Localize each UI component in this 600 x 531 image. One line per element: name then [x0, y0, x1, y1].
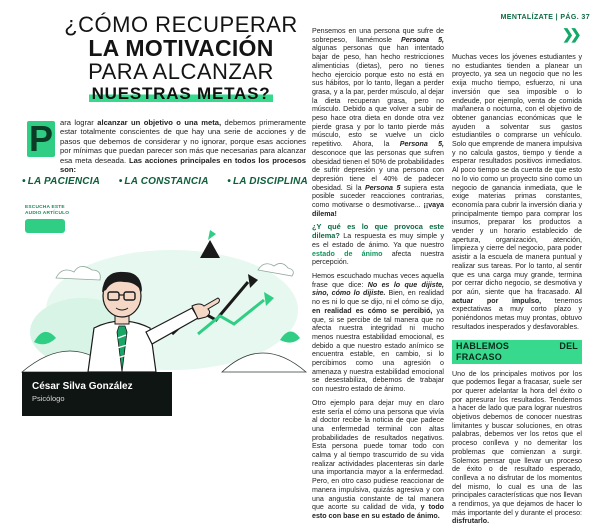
process-list: [22, 176, 308, 187]
text-run: tenemos expectativas a muy corto plazo y poniéndonos metas muy prontas, obtuvo resultados inesperados y desfavorables.: [452, 296, 582, 331]
text-run-bold: Al actuar por impulso,: [452, 287, 582, 305]
text-run-bold: Persona 5,: [399, 140, 444, 149]
intro-bold-a: alcanzar un objetivo o una meta,: [97, 118, 222, 127]
question-heading: ¿Y qué es lo que provoca este dilema?: [312, 222, 444, 241]
intro-text-b: debemos primeramente estar totalmente conscientes de que hay una serie de acciones y de pasos que debemos de considerar y no ignorar, porque esas acciones por mínimas que puedan parecer son más que necesarias para alcanzar esa meta deseada.: [60, 118, 306, 165]
drop-cap: P: [28, 118, 53, 159]
author-name: César Silva González: [32, 381, 133, 392]
text-run-bold: en realidad es cómo se percibió,: [312, 306, 433, 315]
author-plate: [22, 372, 172, 416]
audio-label-line-2: AUDIO ARTÍCULO: [25, 211, 70, 216]
article-title: [56, 14, 306, 103]
intro-bold-b: Las acciones principales en todos los procesos son:: [60, 155, 306, 175]
title-line-1: ¿CÓMO RECUPERAR: [64, 12, 298, 37]
text-run: algunas personas que han intentado bajar de peso, han hecho restricciones alimenticias (dietas), pero no tienes hecho ejercicio porque esto no está en sus hábitos, por lo tanto, llegan a perder grasa, y a la par, perder músculo, al dejar la dieta recuperan grasa, pero no músculo. Debido a que volver a subir de peso hace otra dieta en donde otra vez pierde grasa y por lo tanto pierde más músculo, esto se vuelve un ciclo repetitivo. Ahora, la: [312, 44, 444, 149]
right-paragraph-1: [452, 53, 582, 332]
text-run: Uno de los principales motivos por los que podemos llegar a fracasar, suele ser por querer adelantar la hora del éxito o por apresurar los resultados. Tendemos a hacer de lado que para lograr nuestros objetivos debemos de conocer nuestras limitantes y buscar soluciones, en otras palabras, debemos ver los retos que el proceso conlleva y no demeritar los problemas que comienzan a surgir. Solemos pensar que llevar un proceso de éxito o de resultado esperado, conlleva a no disfrutar de los momentos del mismo, lo cual es una de las principales características que nos llevan a rendirnos, ya que dejamos de hacer lo más importante del y durante el proceso:: [452, 369, 582, 517]
middle-paragraph-2: [312, 223, 444, 267]
text-run: Hemos escuchado muchas veces aquella frase que dice:: [312, 271, 444, 289]
text-run-bold: Persona 5,: [401, 35, 444, 44]
process-disciplina: • LA DISCIPLINA: [227, 176, 308, 187]
text-run-bold: disfrutarlo.: [452, 517, 490, 526]
article-column-right: [452, 53, 582, 531]
text-run: afecta nuestra percepción.: [312, 249, 444, 267]
magazine-page-tag: MENTALÍZATE | PÁG. 37: [500, 14, 590, 21]
title-line-4: NUESTRAS METAS?: [89, 85, 274, 102]
text-run-bold: Persona 5: [364, 183, 401, 192]
man-pointing-illustration: [22, 222, 306, 372]
intro-text-a: ara lograr: [60, 118, 98, 127]
audio-label: [25, 205, 69, 217]
section-heading-fracaso: HABLEMOS DEL FRACASO: [452, 340, 582, 364]
illustration-svg: [22, 222, 306, 372]
text-run-bold: y todo esto con base en su estado de ánimo.: [312, 503, 444, 520]
text-run-accent: estado de ánimo: [312, 249, 383, 258]
process-constancia: • LA CONSTANCIA: [119, 176, 209, 187]
text-run: Muchas veces los jóvenes estudiantes y no estudiantes tienden a planear un proyecto, ya sea un negocio que no les exija mucho tiempo, esfuerzo, ni una inversión que sea imposible o lo endeude, por ejemplo, venta de comida mañanera o nocturna, con el objetivo de obtener ganancias económicas que le ayuden a solventar sus gastos estudiantiles o comprarse un vehículo. Solo que emprende de manera impulsiva y no calcula gastos, tiempo y tiende a esperar resultados positivos inmediatos. Al poco tiempo se da cuenta de que esto no lo vio como un proyecto sino como un negocio de ganancia inmediata, que le exige materias primas constantes, economía para cubrir la inversión diaria y principalmente tiempo para comprar los insumos, preparar los productos a vender y un horario establecido de apertura, organización, atención, limpieza y cierre del negocio, para poder asistir a la escuela de manera puntual y realizar sus tareas. Por lo tanto, al sentir que es una carga muy grande, termina por cerrar dicho negocio, se desmotiva y por aún, siente que ha fracasado.: [452, 53, 582, 296]
middle-paragraph-3: [312, 272, 444, 394]
text-run: supiera esta posible suceder reacciones contrarias, como motivarse o desmotivarse...: [312, 183, 444, 210]
text-run-bold: ¡¡vaya dilema!: [312, 201, 444, 218]
text-run: La respuesta es muy simple y es el estado de ánimo. Ya que nuestro: [312, 232, 444, 249]
title-line-3: PARA ALCANZAR: [88, 59, 274, 84]
text-run: Bien, en realidad no es ni lo que se dijo, ni el cómo se dijo,: [312, 289, 444, 307]
text-run: desconoce que las personas que sufren obesidad tienen el 50% de probabilidades de sufrir depresión y una persona con depresión tiene el 40% de padecer obesidad. Si la: [312, 148, 444, 192]
text-run: ya que, si se percibe de tal manera que no afecta nuestra integridad ni mucho menos nuestra estabilidad emocional, es debido a que nuestro estado anímico se encuentra estable, en cambio, si lo percibimos como una agresión o amenaza y nuestra estabilidad emocional se desestabiliza, debemos de trabajar con nuestro estado de ánimo.: [312, 306, 444, 394]
double-chevron-icon: ❯❯: [562, 26, 578, 42]
article-column-middle: [312, 27, 444, 526]
right-paragraph-2: [452, 370, 582, 527]
intro-paragraph: [60, 118, 306, 174]
audio-label-line-1: ESCUCHA ESTE: [25, 205, 65, 210]
text-run-bold: No es lo que dijiste, sino, cómo lo dijiste.: [312, 280, 444, 298]
text-run: Otro ejemplo para dejar muy en claro este sería el cómo una persona que vivía al doctor recibe la noticia de que padece una enfermedad terminal con altas probabilidades de resultados negativos. Esta persona puede tomar todo con calma y al tiempo trascurrido de su vida realizar actividades placenteras sin darle una importancia mayor a la enfermedad. Pero, en otro caso pudiese reaccionar de manera impulsiva, quizás agresiva y con una angustia constante de tal manera que acorte su calidad de vida,: [312, 398, 444, 512]
process-paciencia: • LA PACIENCIA: [22, 176, 100, 187]
author-role: Psicólogo: [32, 394, 65, 403]
text-run: Pensemos en una persona que sufre de sobrepeso, llamémosle: [312, 27, 444, 44]
middle-paragraph-1: [312, 27, 444, 218]
middle-paragraph-4: [312, 399, 444, 521]
title-line-2: LA MOTIVACIÓN: [88, 35, 274, 61]
